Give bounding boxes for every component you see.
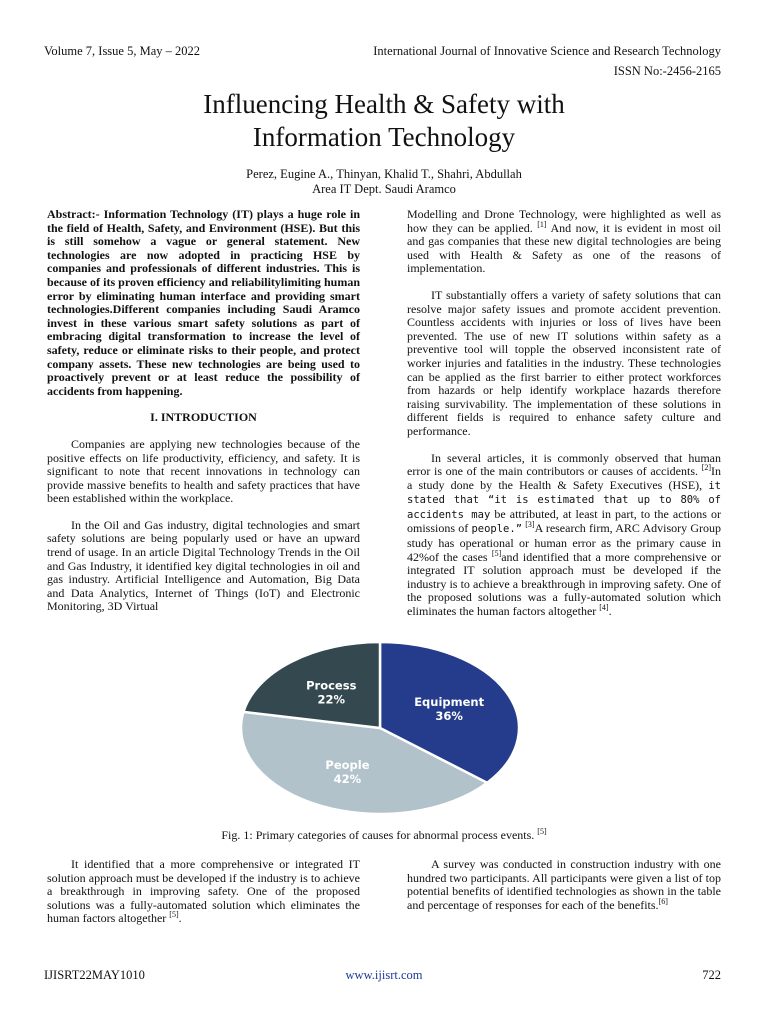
affiliation: Area IT Dept. Saudi Aramco bbox=[312, 182, 456, 196]
pie-value-equipment: 36% bbox=[435, 708, 463, 723]
citation: [5] bbox=[537, 827, 547, 836]
citation: [1] bbox=[537, 219, 547, 229]
intro-paragraph-2: In the Oil and Gas industry, digital technologies and smart safety solutions are being popularly used or have an upward trend of usage. In an article Digital Technology Trends in the Oil and Gas Industry, it identified key digital technologies in oil and gas industry. Artificial Intelligence and Automation, Big Data and Data Analytics, Internet of Things (IoT) and Electronic Monitoring, 3D Virtual bbox=[47, 517, 360, 614]
page-number: 722 bbox=[702, 968, 721, 982]
citation: [3] bbox=[525, 520, 535, 530]
figure-caption: Fig. 1: Primary categories of causes for abnormal process events. [5] bbox=[221, 827, 547, 842]
journal-volume: Volume 7, Issue 5, May – 2022 bbox=[44, 44, 201, 58]
bottom-right-paragraph: A survey was conducted in construction industry with one hundred two participants. All participants were given a list of top potential benefits of identified technologies as shown in the table and percentage of responses for each of the benefits.[6] bbox=[407, 857, 721, 912]
pie-value-people: 42% bbox=[333, 771, 362, 786]
right-paragraph-2: IT substantially offers a variety of safety solutions that can resolve major safety issues and promote accident prevention. Countless accidents with injuries or loss of lives have been prevented. The use of new IT solutions within safety as a preventive tool will topple the observed inconsistent rate of worker injuries and fatalities in the industry. These technologies can be applied as the first barrier to either protect workforces from hazards or help identify workplace hazards therefore raising survivability. The implementation of these solutions in different fields is required to enhance safety culture and performance. bbox=[407, 287, 721, 438]
journal-link[interactable]: www.ijisrt.com bbox=[345, 968, 423, 982]
paper-id: IJISRT22MAY1010 bbox=[44, 968, 145, 982]
abstract: Abstract:- Information Technology (IT) plays a huge role in the field of Health, Safety, and Environment (HSE). But this is still somehow a vague or general statement. New technologies are now adopted in practicing HSE by companies and professionals of different industries. This is because of its proven efficiency and reliabilitylimiting human error by eliminating human interface and providing smart technologies.Different companies including Saudi Aramco invest in these various smart safety solutions as part of embracing digital transformation to increase the level of safety, reduce or eliminate risks to their people, and protect company assets. These new technologies are being used to proactively prevent or at least reduce the possibility of accidents from happening. bbox=[47, 207, 360, 398]
pie-value-process: 22% bbox=[317, 692, 346, 707]
right-paragraph-3: In several articles, it is commonly observed that human error is one of the main contributors or causes of accidents. [2]In a study done by the Health & Safety Executives (HSE), it stated that “it is estimated that up to 80% of accidents may be attributed, at least in part, to the actions or omissions of people.” [3]A research firm, ARC Advisory Group study has operational or human error as the primary cause in 42%of the cases [5]and identified that a more comprehensive or integrated IT solution approach must be developed if the industry is to achieve a breakthrough in improving safety. One of the proposed solutions was a fully-automated solution which eliminates the human factors altogether [4]. bbox=[407, 450, 722, 619]
intro-paragraph-1: Companies are applying new technologies because of the positive effects on life productivity, efficiency, and safety. It is significant to note that recent innovations in technology can provide massive benefits to health and safety practices that have been established within the workplace. bbox=[47, 436, 360, 506]
paper-title bbox=[0, 88, 768, 154]
issn: ISSN No:-2456-2165 bbox=[613, 64, 721, 78]
citation: [4] bbox=[599, 603, 609, 613]
bottom-left-paragraph: It identified that a more comprehensive or integrated IT solution approach must be developed if the industry is to achieve a breakthrough in improving safety. One of the proposed solutions was a fully-automated solution which eliminates the human factors altogether [5]. bbox=[47, 857, 360, 926]
pie-label-equipment: Equipment bbox=[414, 694, 485, 709]
pie-chart bbox=[230, 640, 530, 822]
pie-label-process: Process bbox=[306, 678, 357, 693]
pie-label-people: People bbox=[325, 757, 370, 772]
author-block bbox=[0, 167, 768, 197]
bottom-right-column bbox=[407, 858, 721, 925]
citation: [2] bbox=[701, 463, 712, 473]
quoted-text-end: people.” bbox=[471, 523, 523, 536]
journal-name: International Journal of Innovative Science and Research Technology bbox=[373, 44, 721, 58]
section-heading: I. INTRODUCTION bbox=[150, 410, 257, 425]
citation: [5] bbox=[491, 548, 502, 558]
authors: Perez, Eugine A., Thinyan, Khalid T., Shahri, Abdullah bbox=[246, 167, 522, 181]
quoted-text: it stated that “it is estimated that up to 80% of accidents may bbox=[407, 479, 722, 521]
right-column bbox=[407, 208, 721, 632]
title-line-1: Influencing Health & Safety with bbox=[203, 89, 565, 119]
citation: [6] bbox=[658, 896, 668, 906]
journal-url[interactable] bbox=[0, 968, 768, 983]
left-column bbox=[47, 208, 360, 627]
bottom-left-column bbox=[47, 858, 360, 939]
citation: [5] bbox=[169, 910, 179, 920]
right-paragraph-1: Modelling and Drone Technology, were highlighted as well as how they can be applied. [1] And now, it is evident in most oil and gas companies that these new digital technologies are being used with Health & Safety as one of the reasons of implementation. bbox=[407, 207, 722, 276]
title-line-2: Information Technology bbox=[252, 122, 516, 152]
